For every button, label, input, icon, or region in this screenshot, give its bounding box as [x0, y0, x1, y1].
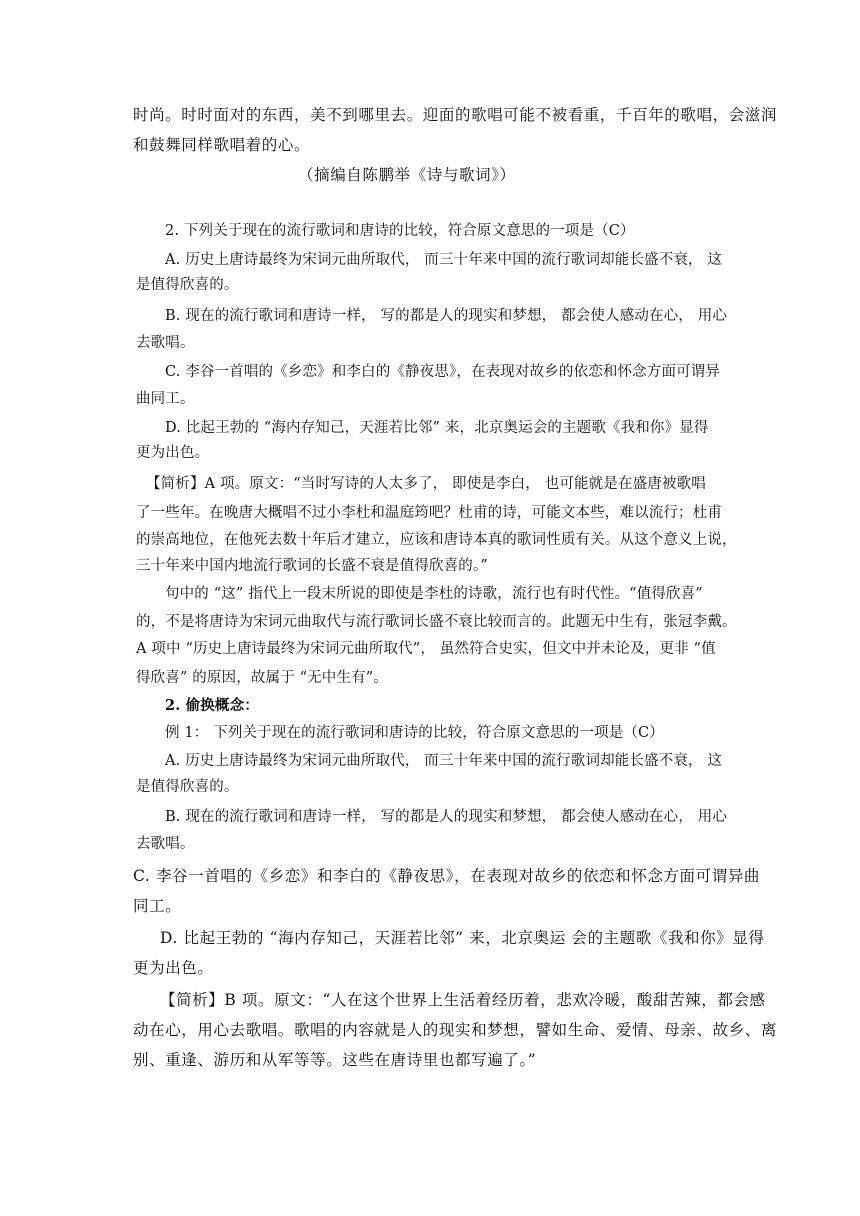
analysis-1-line-7: A 项中 “历史上唐诗最终为宋词元曲所取代”， 虽然符合史实，但文中并未论及，更非 “值 [136, 641, 716, 657]
ex1-option-a-line-2: 是值得欣喜的。 [136, 779, 239, 795]
ex1-option-b-line-2: 去歌唱。 [136, 836, 195, 852]
ex1-option-d-line-1: D. 比起王勃的 “海内存知己，天涯若比邻” 来，北京奥运 会的主题歌《我和你》显得 [160, 929, 765, 947]
q2-option-a-line-2: 是值得欣喜的。 [136, 277, 239, 293]
ex1-option-b-line-1: B. 现在的流行歌词和唐诗一样， 写的都是人的现实和梦想， 都会使人感动在心， 用心 [165, 809, 727, 825]
q2-option-d-line-2: 更为出色。 [136, 445, 210, 461]
analysis-2-line-3: 别、重逢、游历和从军等等。这些在唐诗里也都写遍了。” [133, 1051, 537, 1069]
analysis-1-line-2: 了一些年。在晚唐大概唱不过小李杜和温庭筠吧？杜甫的诗，可能文本些，难以流行；杜甫 [136, 505, 722, 521]
analysis-1-line-4: 三十年来中国内地流行歌词的长盛不衰是值得欣喜的。” [136, 558, 488, 574]
q2-option-b-line-2: 去歌唱。 [136, 335, 195, 351]
example-1-stem: 例 1： 下列关于现在的流行歌词和唐诗的比较，符合原文意思的一项是（C） [165, 725, 664, 741]
analysis-1-line-3: 的崇高地位，在他死去数十年后才建立，应该和唐诗本真的歌词性质有关。从这个意义上说， [136, 532, 737, 548]
q2-option-c-line-1: C. 李谷一首唱的《乡恋》和李白的《静夜思》，在表现对故乡的依恋和怀念方面可谓异 [165, 364, 721, 380]
q2-option-d-line-1: D. 比起王勃的 “海内存知己，天涯若比邻” 来，北京奥运会的主题歌《我和你》显得 [165, 420, 709, 436]
q2-option-c-line-2: 曲同工。 [136, 391, 195, 407]
analysis-2-line-2: 动在心，用心去歌唱。歌唱的内容就是人的现实和梦想，譬如生命、爱情、母亲、故乡、离 [133, 1021, 778, 1039]
analysis-1-line-1: 【简析】A 项。原文：“当时写诗的人太多了， 即使是李白， 也可能就是在盛唐被歌唱 [146, 476, 706, 492]
ex1-option-d-line-2: 更为出色。 [133, 959, 214, 977]
intro-line-2: 和鼓舞同样歌唱着的心。 [133, 136, 311, 154]
ex1-option-a-line-1: A. 历史上唐诗最终为宋词元曲所取代， 而三十年来中国的流行歌词却能长盛不衰， 这 [165, 753, 723, 769]
analysis-1-line-8: 得欣喜” 的原因，故属于 “无中生有”。 [136, 670, 388, 686]
analysis-1-line-5: 句中的 “这” 指代上一段末所说的即使是李杜的诗歌，流行也有时代性。“值得欣喜” [165, 586, 703, 602]
question-2-stem: 2. 下列关于现在的流行歌词和唐诗的比较，符合原文意思的一项是（C） [165, 223, 635, 239]
q2-option-a-line-1: A. 历史上唐诗最终为宋词元曲所取代， 而三十年来中国的流行歌词却能长盛不衰， 这 [165, 252, 723, 268]
ex1-option-c-line-2: 同工。 [133, 897, 182, 915]
section-heading: 2. 偷换概念： [165, 697, 259, 714]
analysis-1-line-6: 的，不是将唐诗为宋词元曲取代与流行歌词长盛不衰比较而言的。此题无中生有，张冠李戴。 [136, 614, 737, 630]
analysis-2-line-1: 【简析】B 项。原文：“人在这个世界上生活着经历着，悲欢冷暖，酸甜苦辣，都会感 [160, 991, 766, 1009]
source-citation: （摘编自陈鹏举《诗与歌词》） [298, 166, 516, 184]
intro-line-1: 时尚。时时面对的东西，美不到哪里去。迎面的歌唱可能不被看重，千百年的歌唱，会滋润 [133, 106, 778, 124]
ex1-option-c-line-1: C. 李谷一首唱的《乡恋》和李白的《静夜思》，在表现对故乡的依恋和怀念方面可谓异曲 [133, 867, 761, 885]
q2-option-b-line-1: B. 现在的流行歌词和唐诗一样， 写的都是人的现实和梦想， 都会使人感动在心， 用心 [165, 308, 727, 324]
